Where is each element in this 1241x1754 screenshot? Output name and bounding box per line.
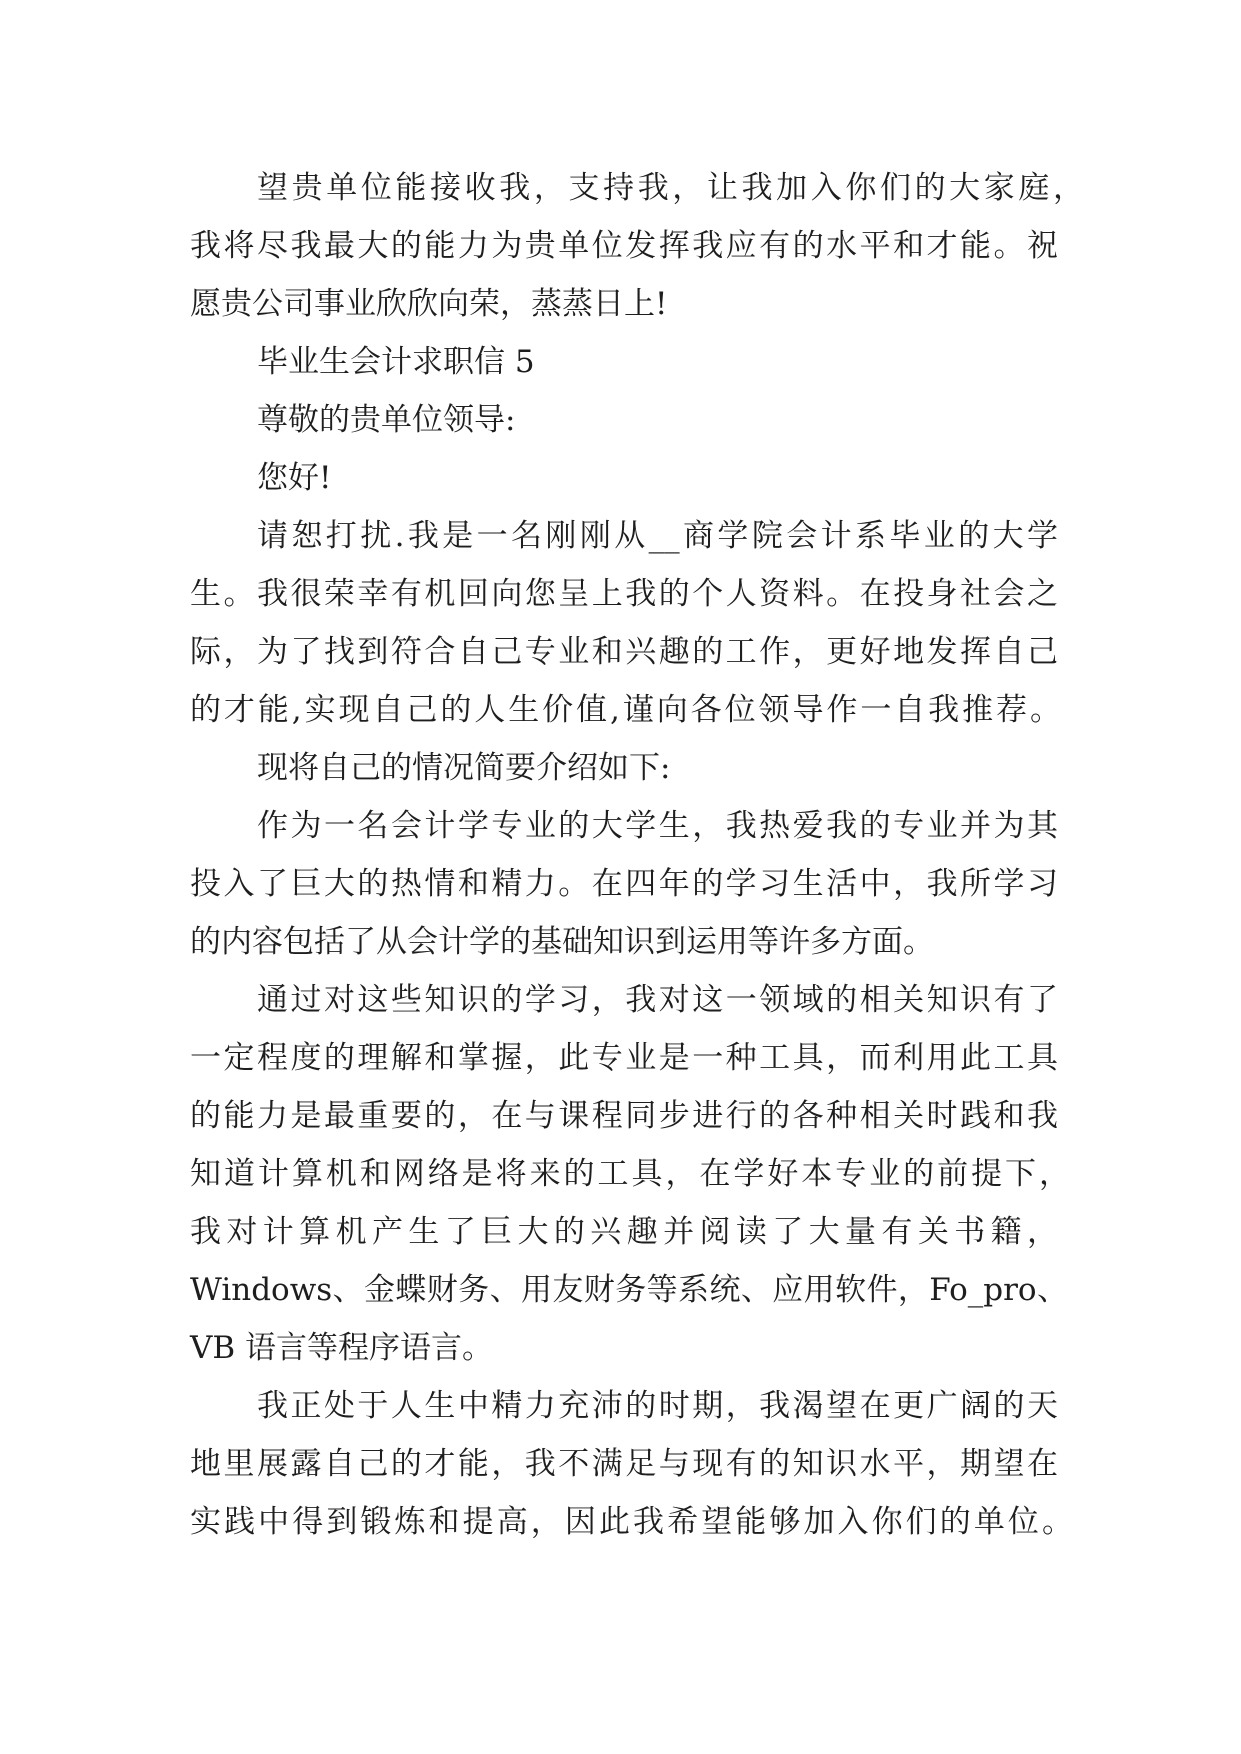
text-line: 的内容包括了从会计学的基础知识到运用等许多方面。 [190, 924, 934, 960]
text-line: 愿贵公司事业欣欣向荣，蒸蒸日上! [190, 286, 668, 322]
text-line: 投入了巨大的热情和精力。在四年的学习生活中，我所学习 [190, 866, 1058, 902]
text-line: VB 语言等程序语言。 [190, 1330, 494, 1366]
text-line: 我将尽我最大的能力为贵单位发挥我应有的水平和才能。祝 [190, 228, 1058, 264]
greeting: 您好! [257, 460, 332, 496]
text-line: Windows、金蝶财务、用友财务等系统、应用软件，Fo_pro、 [190, 1272, 1068, 1308]
text-line: 际，为了找到符合自己专业和兴趣的工作，更好地发挥自己 [190, 634, 1058, 670]
salutation: 尊敬的贵单位领导: [257, 402, 516, 438]
text-line: 的能力是最重要的，在与课程同步进行的各种相关时践和我 [190, 1098, 1058, 1134]
section-title: 毕业生会计求职信 5 [257, 344, 535, 380]
text-line: 通过对这些知识的学习，我对这一领域的相关知识有了 [257, 982, 1058, 1018]
text-line: 我对计算机产生了巨大的兴趣并阅读了大量有关书籍， [190, 1214, 1058, 1250]
text-line: 知道计算机和网络是将来的工具，在学好本专业的前提下， [190, 1156, 1070, 1192]
text-line: 请恕打扰.我是一名刚刚从__商学院会计系毕业的大学 [257, 518, 1058, 554]
text-line: 我正处于人生中精力充沛的时期，我渴望在更广阔的天 [257, 1388, 1058, 1424]
text-line: 一定程度的理解和掌握，此专业是一种工具，而利用此工具 [190, 1040, 1058, 1076]
text-line: 望贵单位能接收我，支持我，让我加入你们的大家庭， [257, 170, 1084, 206]
text-line: 的才能,实现自己的人生价值,谨向各位领导作一自我推荐。 [190, 692, 1061, 728]
text-line: 现将自己的情况简要介绍如下: [257, 750, 671, 786]
text-line: 作为一名会计学专业的大学生，我热爱我的专业并为其 [257, 808, 1058, 844]
text-line: 实践中得到锻炼和提高，因此我希望能够加入你们的单位。 [190, 1504, 1073, 1540]
text-line: 地里展露自己的才能，我不满足与现有的知识水平，期望在 [190, 1446, 1058, 1482]
text-line: 生。我很荣幸有机回向您呈上我的个人资料。在投身社会之 [190, 576, 1058, 612]
